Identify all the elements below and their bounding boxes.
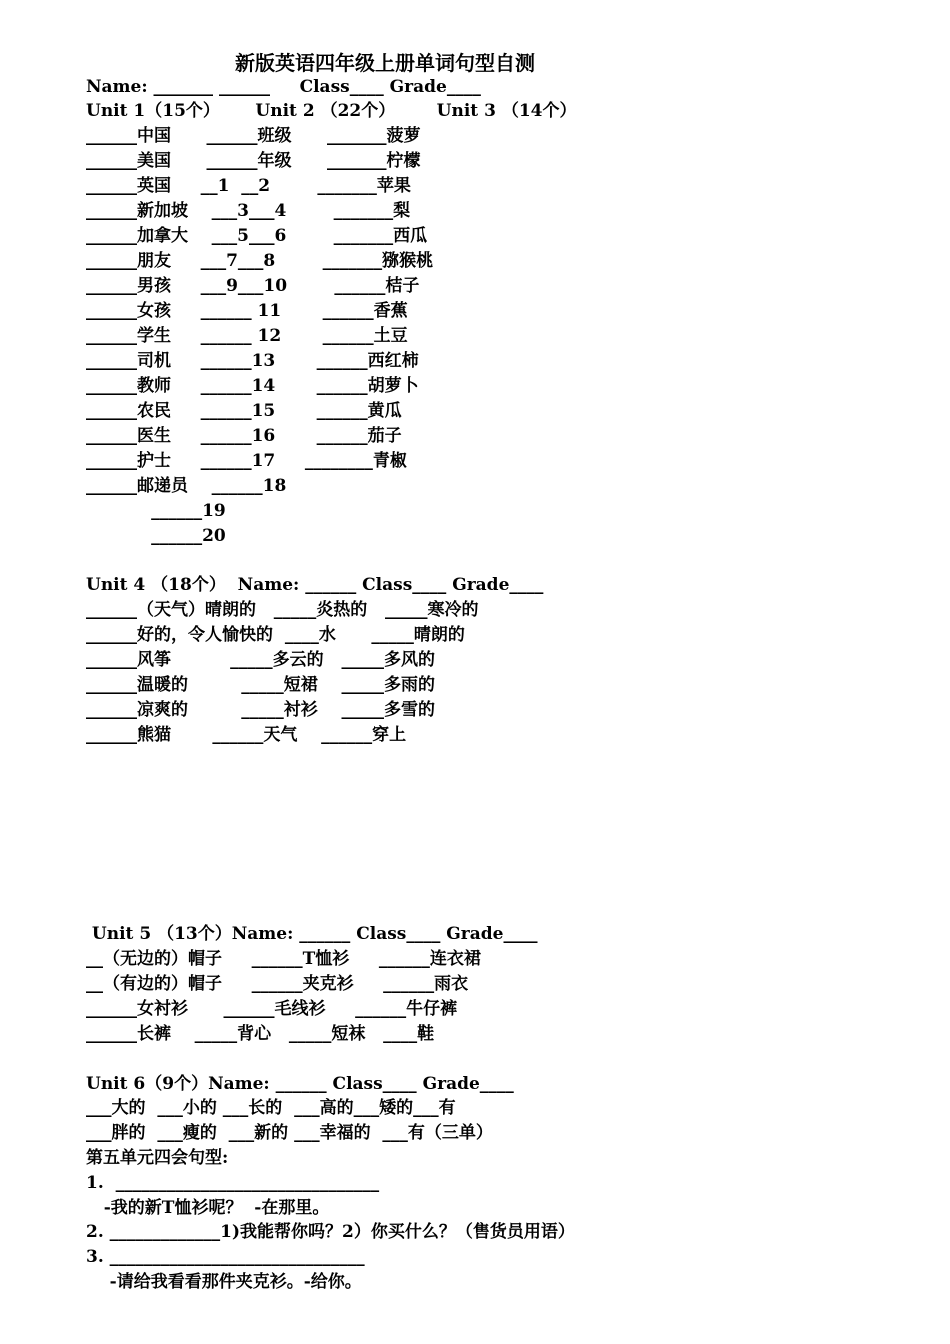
unit123-row: ______20 [86, 526, 226, 546]
unit-6-heading: Unit 6（9个）Name: ______ Class____ Grade____ [86, 1074, 514, 1094]
unit123-row: ______英国 __1 __2 _______苹果 [86, 176, 411, 196]
unit123-row: ______医生 ______16 ______茄子 [86, 426, 402, 446]
sentence-line: -请给我看看那件夹克衫。-给你。 [86, 1272, 362, 1292]
sentence-line: 1. _______________________________ [86, 1173, 380, 1193]
unit4-row: ______熊猫 ______天气 ______穿上 [86, 725, 407, 745]
unit-5-heading: Unit 5 （13个）Name: ______ Class____ Grade____ [86, 924, 538, 944]
unit5-row: ______女衬衫 ______毛线衫 ______牛仔裤 [86, 999, 458, 1019]
unit123-row: ______朋友 ___7___8 _______猕猴桃 [86, 251, 434, 271]
unit4-row: ______（天气）晴朗的 _____炎热的 _____寒冷的 [86, 600, 479, 620]
unit-1-2-3-heading: Unit 1（15个） Unit 2 （22个） Unit 3 （14个） [86, 101, 577, 121]
unit123-row: ______中国 ______班级 _______菠萝 [86, 126, 421, 146]
unit123-row: ______司机 ______13 ______西红柿 [86, 351, 419, 371]
unit5-row: ______长裤 _____背心 _____短袜 ____鞋 [86, 1024, 435, 1044]
sentence-line: -我的新T恤衫呢？ -在那里。 [86, 1198, 330, 1218]
worksheet-title: 新版英语四年级上册单词句型自测 [235, 51, 535, 75]
unit123-row: ______新加坡 ___3___4 _______梨 [86, 201, 411, 221]
unit123-row: ______美国 ______年级 _______柠檬 [86, 151, 421, 171]
unit123-row: ______女孩 ______ 11 ______香蕉 [86, 301, 408, 321]
header-name-class-grade: Name: _______ ______ Class____ Grade____ [86, 77, 481, 97]
unit4-row: ______凉爽的 _____衬衫 _____多雪的 [86, 700, 435, 720]
sentence-line: 3. ______________________________ [86, 1247, 365, 1267]
unit123-row: ______加拿大 ___5___6 _______西瓜 [86, 226, 428, 246]
unit4-row: ______好的，令人愉快的 ____水 _____晴朗的 [86, 625, 465, 645]
unit6-row: ___胖的 ___瘦的 ___新的 ___幸福的 ___有（三单） [86, 1123, 493, 1143]
unit123-row: ______农民 ______15 ______黄瓜 [86, 401, 402, 421]
unit123-row: ______学生 ______ 12 ______土豆 [86, 326, 408, 346]
sentence-line: 2. _____________1)我能帮你吗？2）你买什么？（售货员用语） [86, 1222, 575, 1242]
unit123-row: ______19 [86, 501, 226, 521]
unit4-row: ______风筝 _____多云的 _____多风的 [86, 650, 435, 670]
unit123-row: ______男孩 ___9___10 ______桔子 [86, 276, 420, 296]
unit4-row: ______温暖的 _____短裙 _____多雨的 [86, 675, 435, 695]
unit123-row: ______护士 ______17 ________青椒 [86, 451, 407, 471]
unit6-row: ___大的 ___小的 ___长的 ___高的___矮的___有 [86, 1098, 456, 1118]
unit-5-sentences-heading: 第五单元四会句型: [86, 1148, 229, 1168]
unit-4-heading: Unit 4 （18个） Name: ______ Class____ Grade____ [86, 575, 544, 595]
unit123-row: ______邮递员 ______18 [86, 476, 287, 496]
unit123-row: ______教师 ______14 ______胡萝卜 [86, 376, 419, 396]
unit5-row: __（有边的）帽子 ______夹克衫 ______雨衣 [86, 974, 469, 994]
unit5-row: __（无边的）帽子 ______T恤衫 ______连衣裙 [86, 949, 481, 969]
